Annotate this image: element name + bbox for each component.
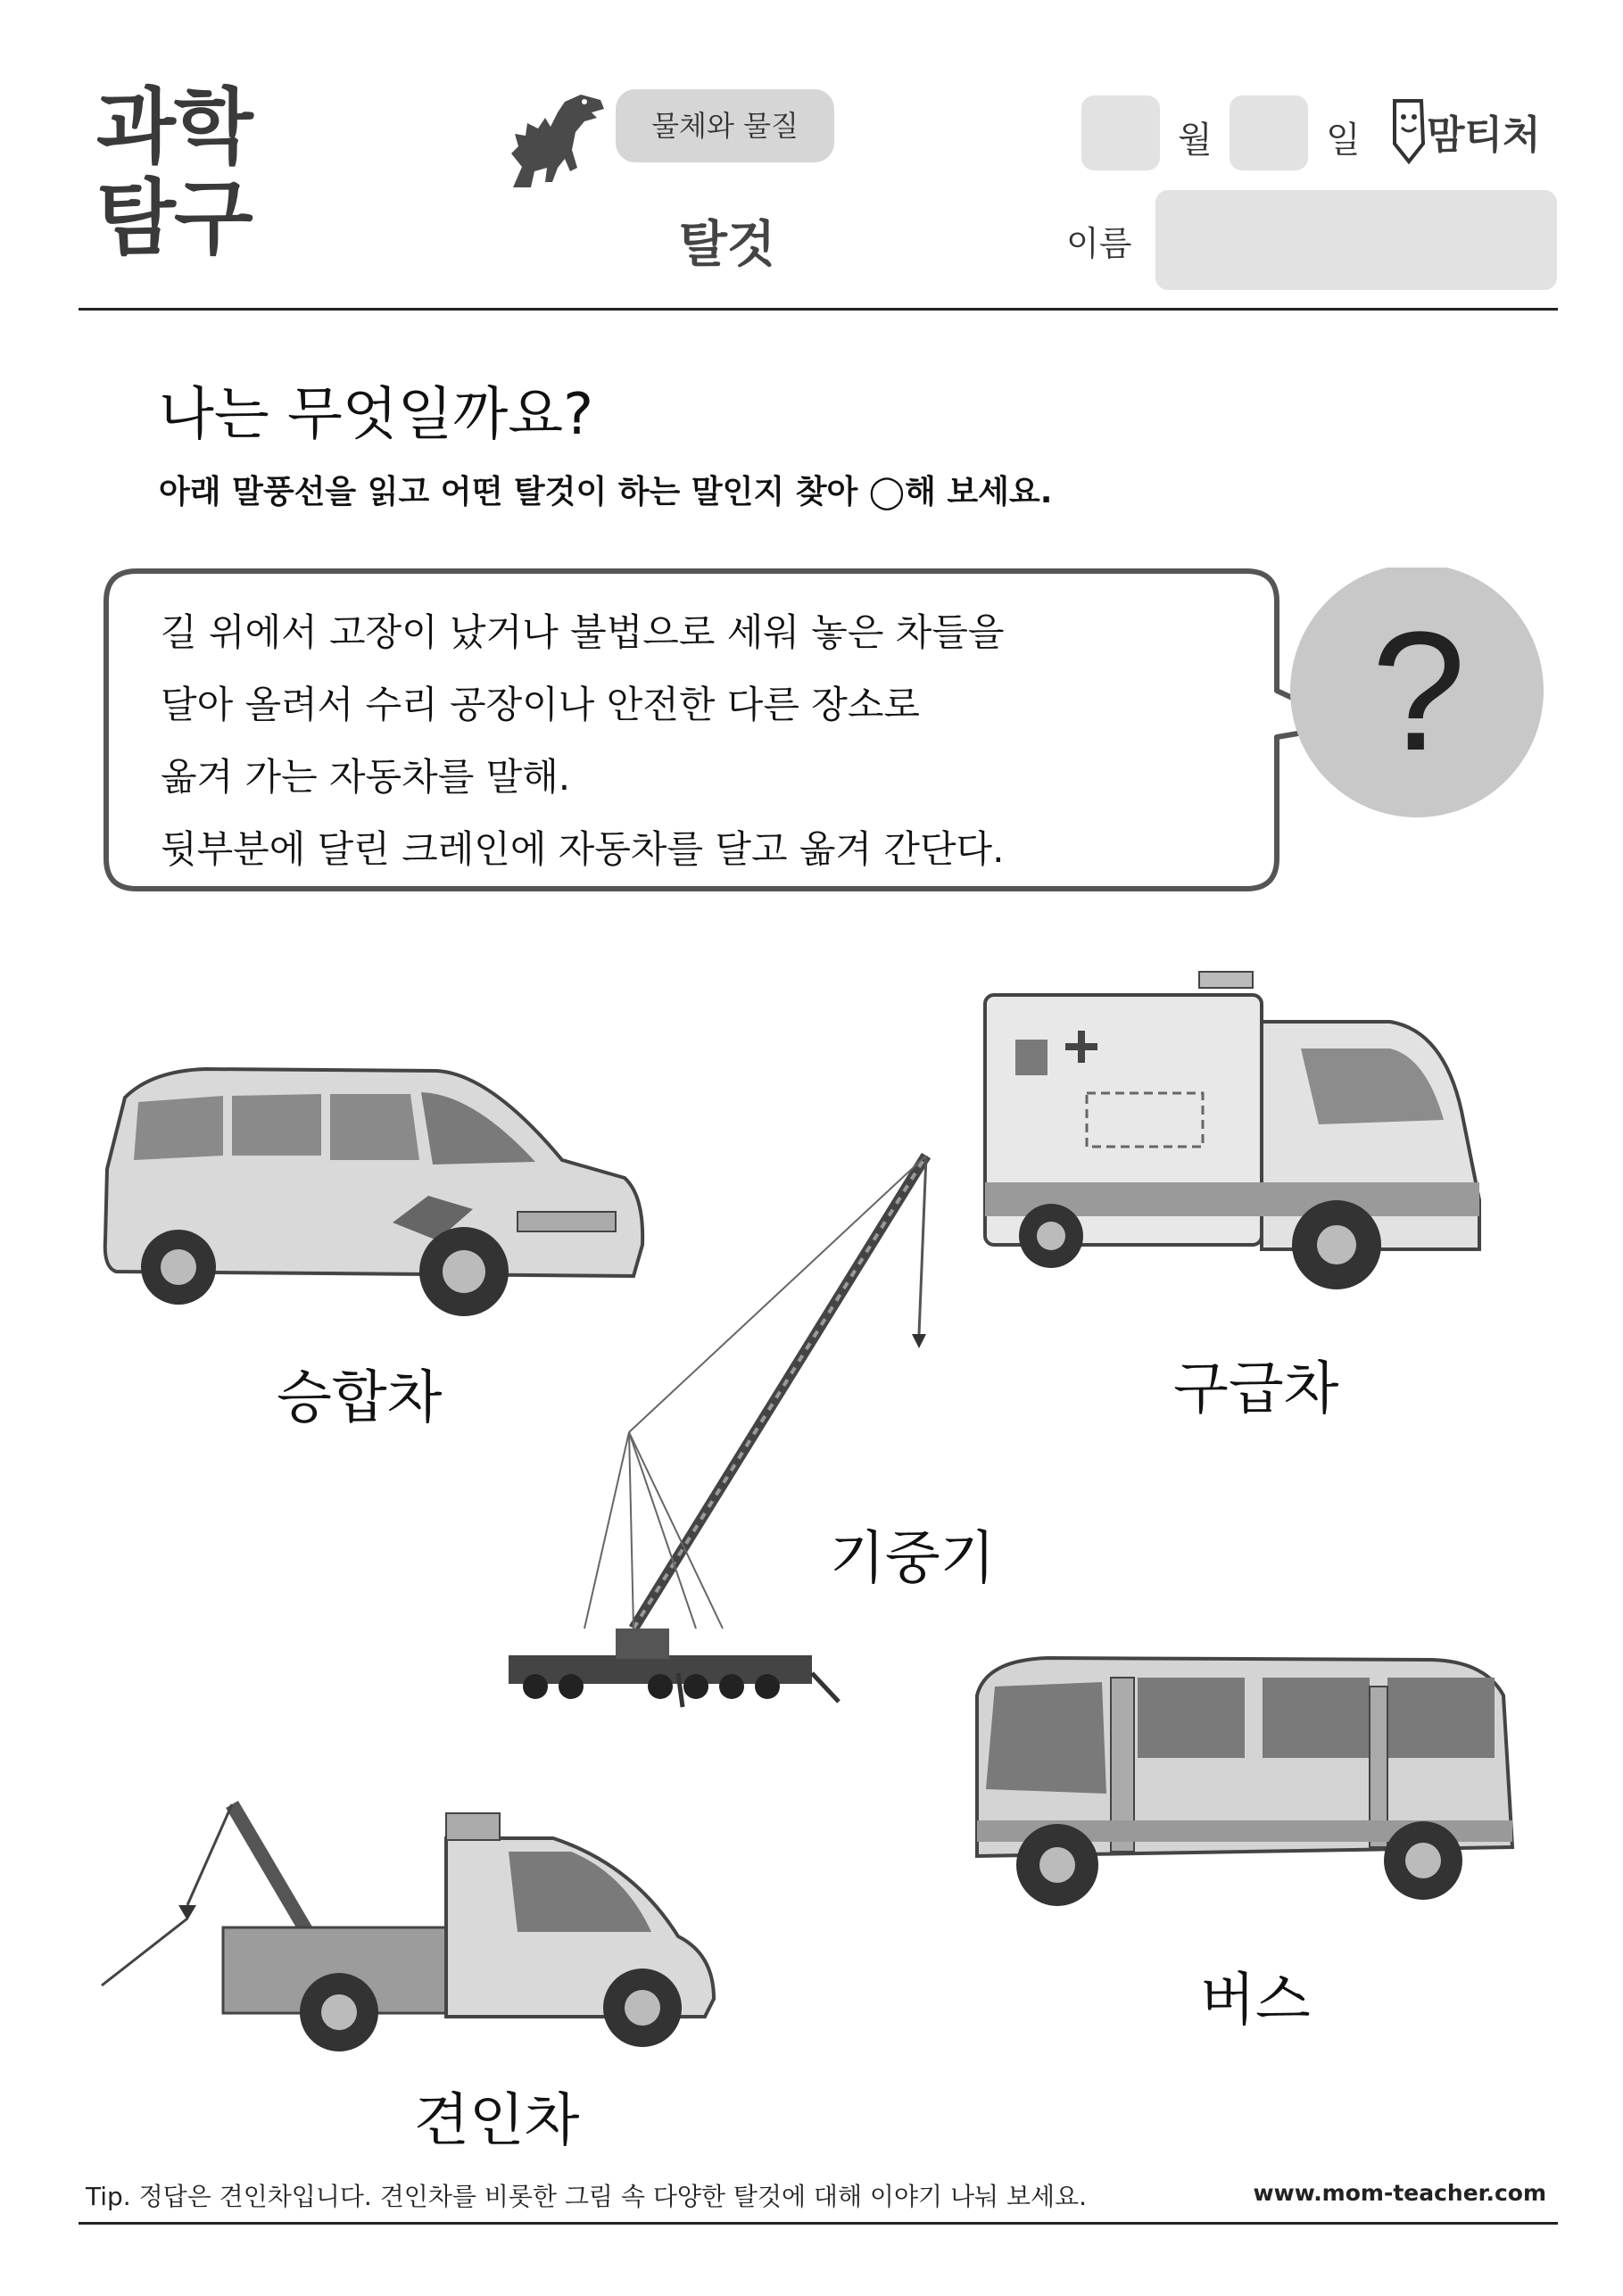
science-logo: [96, 79, 288, 266]
subject-title: 탈것: [678, 216, 776, 274]
question-title: 나는 무엇일까요?: [159, 382, 594, 448]
pencil-mascot-icon: [1387, 94, 1430, 165]
tow-truck-icon[interactable]: [89, 1785, 741, 2061]
bus-icon[interactable]: [950, 1642, 1512, 1914]
name-label: 이름: [1066, 224, 1132, 263]
bubble-line-1: 길 위에서 고장이 났거나 불법으로 세워 놓은 차들을: [161, 610, 1005, 654]
question-instruction: 아래 말풍선을 읽고 어떤 탈것이 하는 말인지 찾아 ◯해 보세요.: [159, 474, 1053, 510]
vehicle-label-ambulance: 구급차: [1173, 1356, 1339, 1422]
topic-badge: 물체와 물질: [616, 89, 834, 162]
bubble-line-2: 달아 올려서 수리 공장이나 안전한 다른 장소로: [161, 683, 920, 726]
name-input[interactable]: [1155, 190, 1557, 290]
crane-icon[interactable]: [500, 1147, 857, 1718]
bubble-line-4: 뒷부분에 달린 크레인에 자동차를 달고 옮겨 간단다.: [161, 827, 1005, 871]
tip-text: Tip. 정답은 견인차입니다. 견인차를 비롯한 그림 속 다양한 탈것에 대해 이야기 나눠 보세요.: [86, 2182, 1087, 2211]
vehicle-label-bus: 버스: [1200, 1968, 1311, 2034]
logo-line-1: 과학: [96, 79, 252, 175]
header-divider: [79, 308, 1558, 311]
brand-logo: [1387, 94, 1566, 165]
site-url[interactable]: www.mom-teacher.com: [1253, 2180, 1546, 2206]
month-input[interactable]: [1081, 95, 1160, 170]
month-label: 월: [1178, 120, 1213, 161]
bubble-line-3: 옮겨 가는 자동차를 말해.: [161, 755, 571, 799]
day-input[interactable]: [1230, 95, 1308, 170]
vehicle-label-van: 승합차: [277, 1365, 443, 1431]
ambulance-icon[interactable]: [980, 968, 1488, 1312]
day-label: 일: [1326, 120, 1361, 161]
vehicle-label-crane: 기중기: [830, 1526, 996, 1592]
logo-line-2: 탐구: [96, 170, 252, 266]
vehicle-label-tow-truck: 견인차: [414, 2088, 580, 2154]
footer-divider: [79, 2222, 1558, 2225]
brand-name: 맘티처: [1427, 112, 1541, 158]
dinosaur-icon: [495, 82, 611, 198]
question-mark: ?: [1371, 597, 1466, 786]
